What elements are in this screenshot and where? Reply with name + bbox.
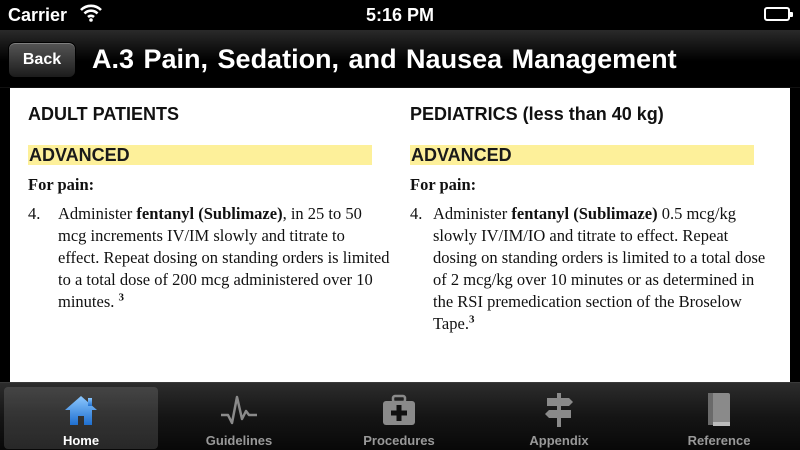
column-heading: ADULT PATIENTS bbox=[28, 104, 179, 124]
tab-label: Reference bbox=[687, 433, 751, 448]
back-button[interactable]: Back bbox=[8, 42, 76, 78]
status-bar bbox=[0, 0, 800, 30]
tab-label: Home bbox=[62, 433, 100, 448]
tab-label: Guidelines bbox=[205, 433, 273, 448]
step-text-rest: 0.5 mcg/kg slowly IV/IM/IO and titrate to effect. Repeat dosing on standing orders is limited to a total dose of 2 mcg/kg over 10 minutes or as determined in the RSI premedication section of the Broselow Tape. bbox=[433, 204, 766, 333]
page-title: A.3 Pain, Sedation, and Nausea Management bbox=[92, 44, 677, 74]
section-subheading: For pain: bbox=[410, 175, 477, 194]
protocol-step bbox=[28, 203, 390, 313]
status-time: 5:16 PM bbox=[365, 5, 435, 25]
medical-kit-icon bbox=[379, 391, 419, 429]
navigation-bar bbox=[0, 30, 800, 88]
signpost-icon bbox=[539, 391, 579, 429]
step-number: 4. bbox=[28, 204, 41, 223]
step-text bbox=[58, 203, 390, 313]
step-text bbox=[433, 203, 772, 335]
drug-name: fentanyl (Sublimaze) bbox=[136, 204, 283, 223]
tab-bar bbox=[0, 382, 800, 450]
battery-icon bbox=[764, 7, 790, 21]
tab-label: Appendix bbox=[529, 433, 589, 448]
column-heading: PEDIATRICS (less than 40 kg) bbox=[410, 104, 664, 124]
protocol-step bbox=[410, 203, 772, 335]
house-icon bbox=[61, 391, 101, 429]
tab-home[interactable] bbox=[4, 387, 158, 449]
reference-marker: 3 bbox=[468, 313, 475, 326]
heartbeat-icon bbox=[219, 391, 259, 429]
adult-patients-column bbox=[28, 102, 390, 313]
carrier-label: Carrier bbox=[8, 5, 68, 25]
tab-label: Procedures bbox=[363, 433, 435, 448]
tab-appendix[interactable] bbox=[482, 387, 636, 449]
step-number: 4. bbox=[410, 204, 423, 223]
step-text-start: Administer bbox=[433, 204, 512, 223]
tab-procedures[interactable] bbox=[322, 387, 476, 449]
protocol-content bbox=[10, 88, 790, 382]
advanced-level-banner: ADVANCED bbox=[28, 145, 372, 165]
pediatrics-column bbox=[410, 102, 772, 335]
tab-guidelines[interactable] bbox=[162, 387, 316, 449]
step-text-rest: , in 25 to 50 mcg increments IV/IM slowly and titrate to effect. Repeat dosing on standing orders is limited to a total dose of 200 mcg administered over 10 minutes. bbox=[58, 204, 390, 311]
section-subheading: For pain: bbox=[28, 175, 95, 194]
advanced-level-banner: ADVANCED bbox=[410, 145, 754, 165]
drug-name: fentanyl (Sublimaze) bbox=[511, 204, 658, 223]
tab-reference[interactable] bbox=[642, 387, 796, 449]
step-text-start: Administer bbox=[58, 204, 137, 223]
book-icon bbox=[699, 391, 739, 429]
reference-marker: 3 bbox=[118, 291, 124, 304]
